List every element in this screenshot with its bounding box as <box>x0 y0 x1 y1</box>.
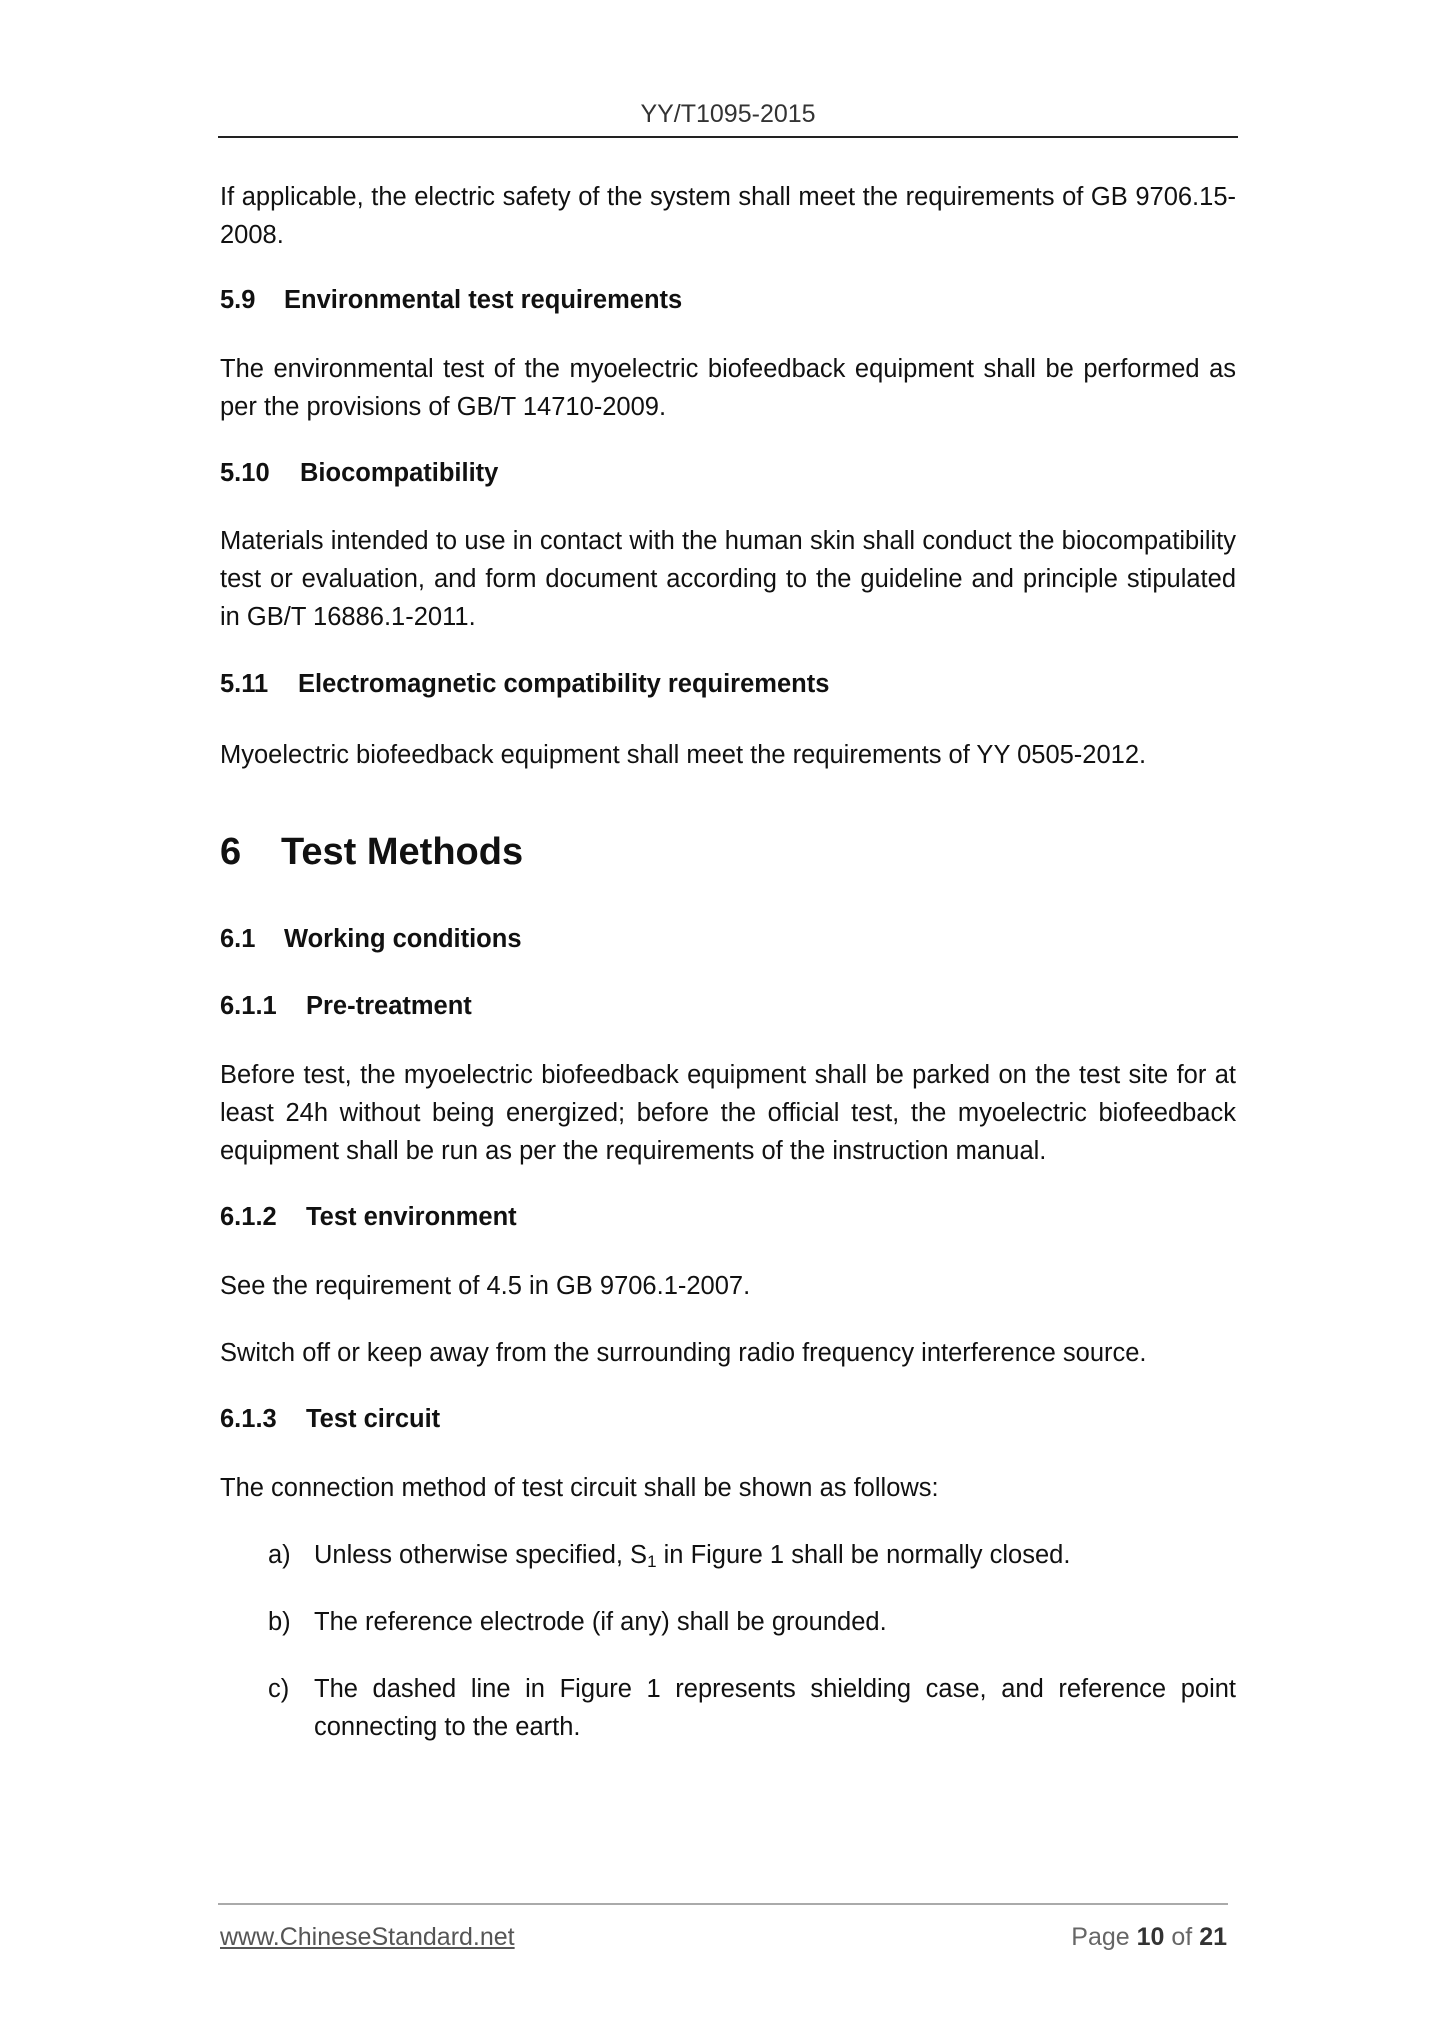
header-standard-code: YY/T1095-2015 <box>640 100 816 128</box>
subscript: 1 <box>647 1552 657 1571</box>
list-item-c <box>268 1670 1236 1746</box>
section-title: Environmental test requirements <box>284 286 683 314</box>
section-number: 5.11 <box>220 670 269 698</box>
section-6-1-3-heading <box>220 1405 440 1434</box>
page-label: Page <box>1071 1923 1137 1951</box>
paragraph-emc: Myoelectric biofeedback equipment shall meet the requirements of YY 0505-2012. <box>220 741 1147 769</box>
section-6-1-heading <box>220 925 522 954</box>
list-marker: a) <box>268 1541 291 1569</box>
paragraph-pre-treatment: Before test, the myoelectric biofeedback equipment shall be parked on the test site for at least 24h without being energized; before the official test, the myoelectric biofeedback equipment shall be run as per the requirements of the instruction manual. <box>220 1061 1236 1165</box>
section-6-1-1-heading <box>220 992 472 1021</box>
paragraph-rf-interference: Switch off or keep away from the surrounding radio frequency interference source. <box>220 1339 1147 1367</box>
section-number: 6.1.3 <box>220 1405 277 1433</box>
chapter-6-heading <box>220 831 523 874</box>
chapter-title: Test Methods <box>281 831 524 873</box>
paragraph-electric-safety: If applicable, the electric safety of the system shall meet the requirements of GB 9706.15-2008. <box>220 183 1236 249</box>
section-5-10-heading <box>220 459 498 488</box>
section-5-11-heading <box>220 670 829 699</box>
section-6-1-2-heading <box>220 1203 517 1232</box>
section-title: Biocompatibility <box>300 459 499 487</box>
section-5-9-heading <box>220 286 682 315</box>
list-text-part: Unless otherwise specified, S <box>314 1541 648 1569</box>
footer-website-link[interactable]: www.ChineseStandard.net <box>220 1923 515 1951</box>
paragraph-environmental-test: The environmental test of the myoelectric biofeedback equipment shall be performed as per the provisions of GB/T 14710-2009. <box>220 355 1236 421</box>
section-title: Test environment <box>306 1203 517 1231</box>
section-title: Pre-treatment <box>306 992 472 1020</box>
list-item-text: The reference electrode (if any) shall be grounded. <box>314 1608 887 1636</box>
section-number: 6.1.2 <box>220 1203 277 1231</box>
paragraph-biocompatibility: Materials intended to use in contact with the human skin shall conduct the biocompatibility test or evaluation, and form document according to the guideline and principle stipulated in GB/T 16886.1-2011. <box>220 527 1236 631</box>
list-text-part: in Figure 1 shall be normally closed. <box>656 1541 1071 1569</box>
section-number: 6.1 <box>220 925 256 953</box>
paragraph-test-environment: See the requirement of 4.5 in GB 9706.1-2007. <box>220 1272 751 1300</box>
section-number: 6.1.1 <box>220 992 277 1020</box>
current-page: 10 <box>1136 1923 1165 1951</box>
section-title: Test circuit <box>306 1405 441 1433</box>
page-of-label: of <box>1164 1923 1200 1951</box>
section-number: 5.9 <box>220 286 256 314</box>
header-divider <box>218 136 1238 138</box>
footer-page-number <box>1071 1923 1227 1952</box>
paragraph-connection-method: The connection method of test circuit shall be shown as follows: <box>220 1474 939 1502</box>
list-item-b <box>268 1603 1236 1641</box>
list-item-text: The dashed line in Figure 1 represents shielding case, and reference point connecting to the earth. <box>314 1675 1236 1741</box>
section-title: Working conditions <box>284 925 522 953</box>
footer-divider <box>218 1903 1228 1905</box>
list-marker: c) <box>268 1675 290 1703</box>
total-pages: 21 <box>1199 1923 1227 1951</box>
section-number: 5.10 <box>220 459 270 487</box>
chapter-number: 6 <box>220 831 242 873</box>
list-marker: b) <box>268 1608 291 1636</box>
section-title: Electromagnetic compatibility requirements <box>298 670 830 698</box>
list-item-a <box>268 1536 1236 1581</box>
list-item-text <box>314 1536 1236 1581</box>
